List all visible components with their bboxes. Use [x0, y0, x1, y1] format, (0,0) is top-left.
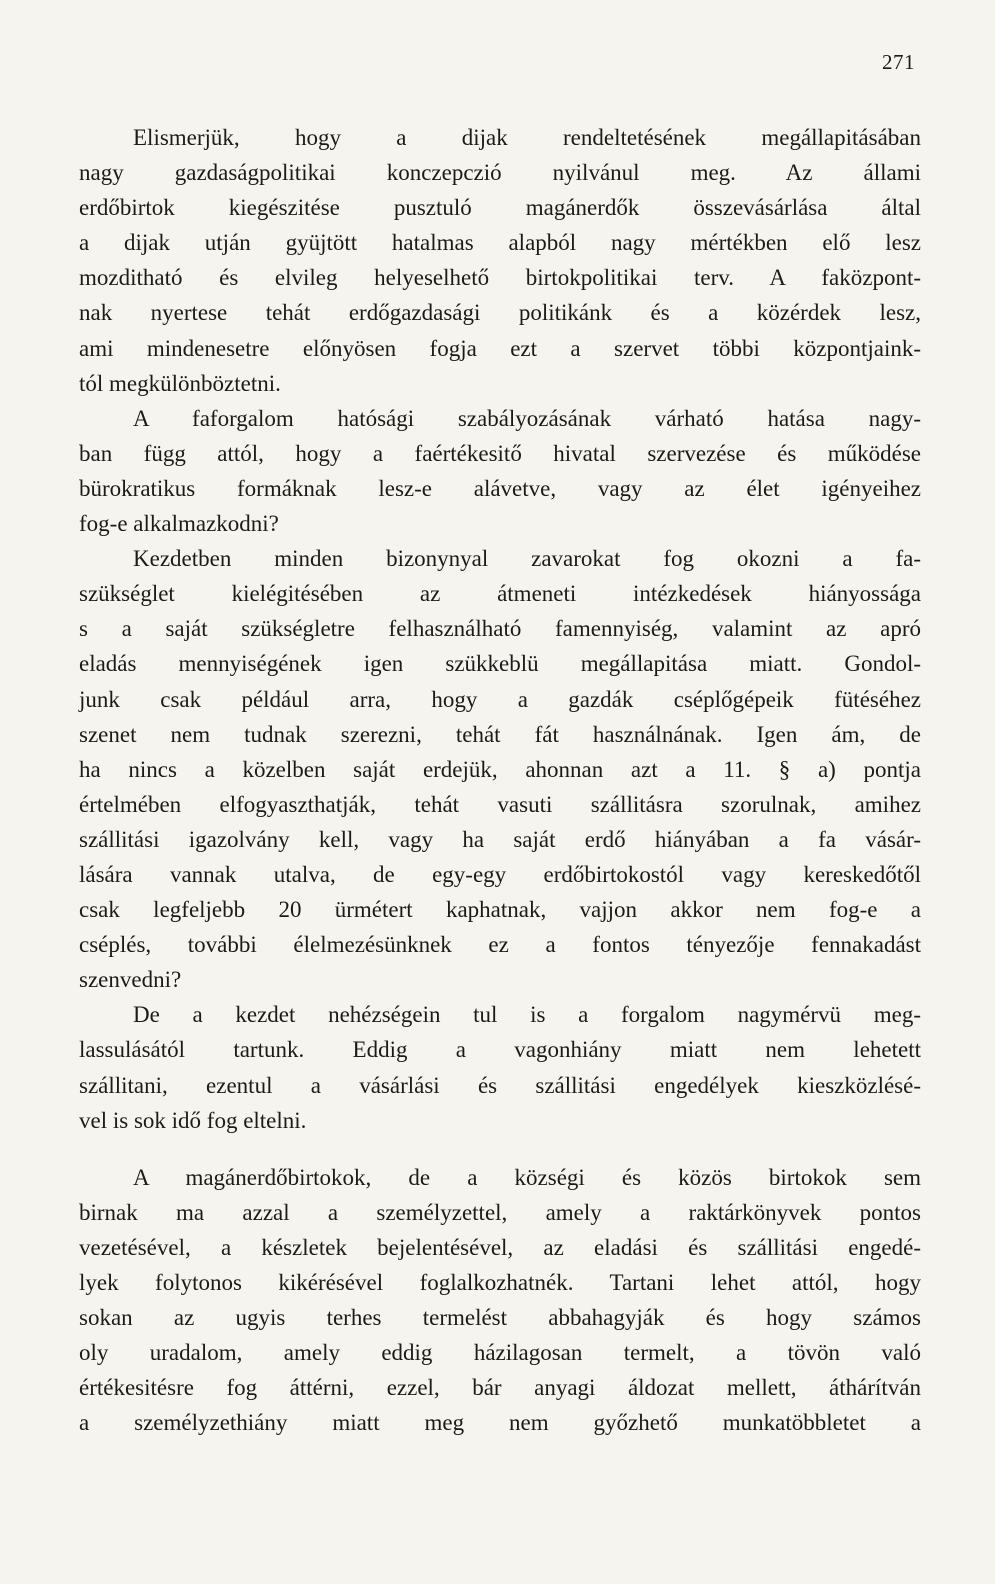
- text-line: a személyzethiány miatt meg nem győzhető munkatöbbletet a: [79, 1410, 921, 1436]
- text-line: sokan az ugyis terhes termelést abbahagyják és hogy számos: [79, 1305, 921, 1331]
- text-line: junk csak például arra, hogy a gazdák cséplőgépeik fütéséhez: [79, 686, 921, 712]
- text-line: s a saját szükségletre felhasználható famennyiség, valamint az apró: [79, 616, 921, 642]
- text-line: szállitási igazolvány kell, vagy ha saját erdő hiányában a fa vásár-: [79, 826, 921, 852]
- text-line: szenet nem tudnak szerezni, tehát fát használnának. Igen ám, de: [79, 721, 921, 747]
- text-line: oly uradalom, amely eddig házilagosan termelt, a tövön való: [79, 1340, 921, 1366]
- text-line: a dijak utján gyüjtött hatalmas alapból nagy mértékben elő lesz: [79, 230, 921, 256]
- text-line: lassulásától tartunk. Eddig a vagonhiány miatt nem lehetett: [79, 1037, 921, 1063]
- text-line: A magánerdőbirtokok, de a községi és közös birtokok sem: [133, 1164, 921, 1190]
- text-line: bürokratikus formáknak lesz-e alávetve, vagy az élet igényeihez: [79, 475, 921, 501]
- text-line: nagy gazdaságpolitikai konczepczió nyilvánul meg. Az állami: [79, 160, 921, 186]
- text-line: eladás mennyiségének igen szükkeblü megállapitása miatt. Gondol-: [79, 651, 921, 677]
- body-text: [79, 120, 921, 1440]
- text-line: csak legfeljebb 20 ürmétert kaphatnak, vajjon akkor nem fog-e a: [79, 897, 921, 923]
- text-line: vel is sok idő fog eltelni.: [79, 1107, 307, 1133]
- text-line: mozditható és elvileg helyeselhető birtokpolitikai terv. A faközpont-: [79, 265, 921, 291]
- text-line: lására vannak utalva, de egy-egy erdőbirtokostól vagy kereskedőtől: [79, 861, 921, 887]
- text-line: ban függ attól, hogy a faértékesitő hivatal szervezése és működése: [79, 440, 921, 466]
- text-line: szállitani, ezentul a vásárlási és szállitási engedélyek kieszközlésé-: [79, 1072, 921, 1098]
- text-line: vezetésével, a készletek bejelentésével, az eladási és szállitási engedé-: [79, 1234, 921, 1260]
- text-line: cséplés, további élelmezésünknek ez a fontos tényezője fennakadást: [79, 932, 921, 958]
- text-line: De a kezdet nehézségein tul is a forgalom nagymérvü meg-: [133, 1002, 921, 1028]
- page-number: 271: [882, 50, 915, 74]
- text-line: tól megkülönböztetni.: [79, 370, 281, 396]
- text-line: Elismerjük, hogy a dijak rendeltetésének megállapitásában: [133, 125, 921, 150]
- text-line: lyek folytonos kikérésével foglalkozhatnék. Tartani lehet attól, hogy: [79, 1270, 921, 1295]
- text-line: szükséglet kielégitésében az átmeneti intézkedések hiányossága: [79, 581, 921, 607]
- text-line: A faforgalom hatósági szabályozásának várható hatása nagy-: [133, 405, 921, 431]
- text-line: nak nyertese tehát erdőgazdasági politikánk és a közérdek lesz,: [79, 300, 921, 326]
- text-line: ami mindenesetre előnyösen fogja ezt a szervet többi központjaink-: [79, 335, 921, 361]
- text-line: értelmében elfogyaszthatják, tehát vasuti szállitásra szorulnak, amihez: [79, 791, 921, 817]
- text-line: ha nincs a közelben saját erdejük, ahonnan azt a 11. § a) pontja: [79, 756, 921, 782]
- text-line: birnak ma azzal a személyzettel, amely a raktárkönyvek pontos: [79, 1199, 921, 1225]
- text-line: erdőbirtok kiegészitése pusztuló magánerdők összevásárlása által: [79, 195, 921, 221]
- text-line: értékesitésre fog áttérni, ezzel, bár anyagi áldozat mellett, áthárítván: [79, 1375, 921, 1401]
- text-line: Kezdetben minden bizonynyal zavarokat fog okozni a fa-: [133, 546, 921, 572]
- text-line: fog-e alkalmazkodni?: [79, 511, 279, 537]
- paragraph-gap: [79, 1138, 921, 1160]
- text-line: szenvedni?: [79, 967, 182, 993]
